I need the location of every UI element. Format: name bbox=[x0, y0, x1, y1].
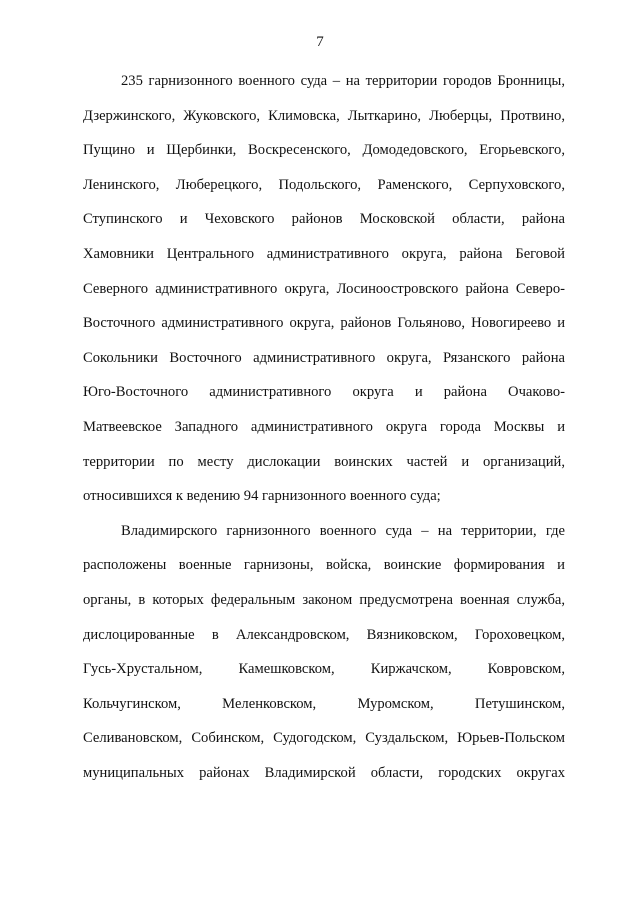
text-line: Ленинского, Люберецкого, Подольского, Раменского, Серпуховского, bbox=[83, 176, 565, 193]
text-line: Ступинского и Чеховского районов Московской области, района bbox=[83, 211, 565, 228]
text-line: Восточного административного округа, районов Гольяново, Новогиреево и bbox=[83, 315, 565, 332]
text-line: органы, в которых федеральным законом предусмотрена военная служба, bbox=[83, 591, 565, 608]
text-line: Владимирского гарнизонного военного суда – на территории, где bbox=[121, 522, 565, 539]
text-line: территории по месту дислокации воинских частей и организаций, bbox=[83, 453, 565, 470]
text-line: Пущино и Щербинки, Воскресенского, Домодедовского, Егорьевского, bbox=[83, 142, 565, 159]
text-line: дислоцированные в Александровском, Вязниковском, Гороховецком, bbox=[83, 626, 565, 643]
document-body bbox=[83, 64, 565, 790]
text-line: расположены военные гарнизоны, войска, воинские формирования и bbox=[83, 557, 565, 574]
text-line: Сокольники Восточного административного округа, Рязанского района bbox=[83, 349, 565, 366]
paragraph-garrison-235 bbox=[83, 64, 565, 514]
text-line: Матвеевское Западного административного округа города Москвы и bbox=[83, 418, 565, 435]
text-line: Селивановском, Собинском, Судогодском, Суздальском, Юрьев-Польском bbox=[83, 730, 565, 747]
paragraph-vladimir-garrison bbox=[83, 514, 565, 791]
text-line: Гусь-Хрустальном, Камешковском, Киржачском, Ковровском, bbox=[83, 661, 565, 678]
text-line: муниципальных районах Владимирской области, городских округах bbox=[83, 764, 565, 781]
text-line: 235 гарнизонного военного суда – на территории городов Бронницы, bbox=[121, 73, 565, 89]
text-line: Кольчугинском, Меленковском, Муромском, Петушинском, bbox=[83, 695, 565, 712]
text-line: относившихся к ведению 94 гарнизонного военного суда; bbox=[83, 488, 441, 505]
page-number: 7 bbox=[316, 34, 324, 50]
text-line: Юго-Восточного административного округа и района Очаково- bbox=[83, 384, 565, 401]
text-line: Северного административного округа, Лосиноостровского района Северо- bbox=[83, 280, 565, 297]
text-line: Хамовники Центрального административного округа, района Беговой bbox=[83, 245, 565, 262]
text-line: Дзержинского, Жуковского, Климовска, Лыткарино, Люберцы, Протвино, bbox=[83, 107, 565, 124]
